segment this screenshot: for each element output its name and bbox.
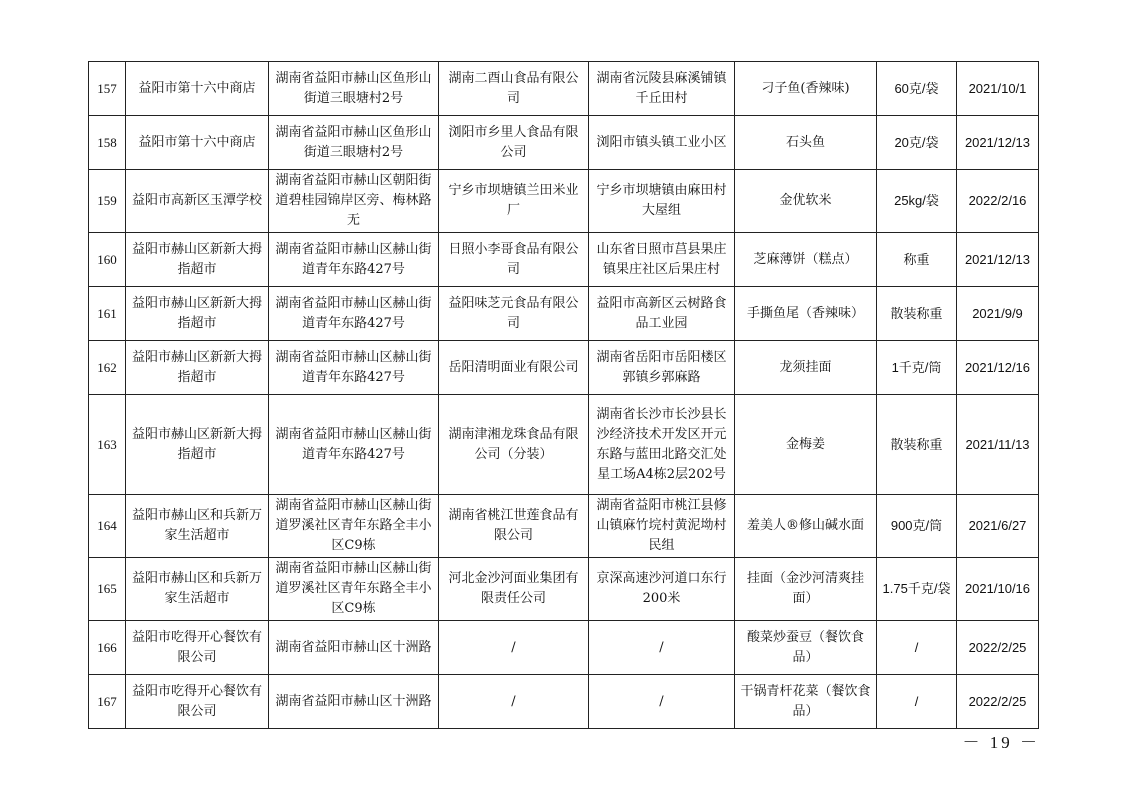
production-date: 2021/12/13: [957, 116, 1039, 170]
row-number: 162: [89, 341, 126, 395]
manufacturer-name: 岳阳清明面业有限公司: [439, 341, 589, 395]
product-name: 挂面（金沙河清爽挂面）: [735, 558, 877, 621]
manufacturer-name: 湖南二酉山食品有限公司: [439, 62, 589, 116]
row-number: 160: [89, 233, 126, 287]
product-name: 龙须挂面: [735, 341, 877, 395]
table-row: [89, 495, 1039, 558]
table-row: [89, 558, 1039, 621]
seller-name: 益阳市赫山区新新大拇指超市: [126, 233, 269, 287]
seller-name: 益阳市第十六中商店: [126, 116, 269, 170]
product-name: 手撕鱼尾（香辣味）: [735, 287, 877, 341]
product-spec: /: [877, 675, 957, 729]
manufacturer-name: 湖南津湘龙珠食品有限公司（分装）: [439, 395, 589, 495]
table-row: [89, 287, 1039, 341]
row-number: 166: [89, 621, 126, 675]
manufacturer-name: 日照小李哥食品有限公司: [439, 233, 589, 287]
product-spec: /: [877, 621, 957, 675]
seller-name: 益阳市高新区玉潭学校: [126, 170, 269, 233]
manufacturer-address: 益阳市高新区云树路食品工业园: [589, 287, 735, 341]
seller-name: 益阳市赫山区和兵新万家生活超市: [126, 495, 269, 558]
row-number: 163: [89, 395, 126, 495]
manufacturer-name: 河北金沙河面业集团有限责任公司: [439, 558, 589, 621]
row-number: 164: [89, 495, 126, 558]
seller-name: 益阳市赫山区新新大拇指超市: [126, 395, 269, 495]
manufacturer-address: 山东省日照市莒县果庄镇果庄社区后果庄村: [589, 233, 735, 287]
seller-address: 湖南省益阳市赫山区朝阳街道碧桂园锦岸区旁、梅林路无: [269, 170, 439, 233]
product-spec: 散装称重: [877, 287, 957, 341]
manufacturer-address: 湖南省岳阳市岳阳楼区郭镇乡郭麻路: [589, 341, 735, 395]
manufacturer-name: 益阳味芝元食品有限公司: [439, 287, 589, 341]
row-number: 161: [89, 287, 126, 341]
row-number: 157: [89, 62, 126, 116]
table-row: [89, 341, 1039, 395]
table-row: [89, 170, 1039, 233]
product-name: 金梅姜: [735, 395, 877, 495]
seller-address: 湖南省益阳市赫山区赫山街道青年东路427号: [269, 233, 439, 287]
product-name: 金优软米: [735, 170, 877, 233]
seller-address: 湖南省益阳市赫山区赫山街道罗溪社区青年东路全丰小区C9栋: [269, 495, 439, 558]
table-row: [89, 233, 1039, 287]
seller-address: 湖南省益阳市赫山区十洲路: [269, 621, 439, 675]
product-name: 刁子鱼(香辣味): [735, 62, 877, 116]
food-sampling-table: [88, 61, 1039, 729]
product-name: 芝麻薄饼（糕点）: [735, 233, 877, 287]
production-date: 2021/11/13: [957, 395, 1039, 495]
production-date: 2022/2/25: [957, 621, 1039, 675]
manufacturer-name: 宁乡市坝塘镇兰田米业厂: [439, 170, 589, 233]
production-date: 2021/10/1: [957, 62, 1039, 116]
table-row: [89, 116, 1039, 170]
seller-address: 湖南省益阳市赫山区赫山街道青年东路427号: [269, 395, 439, 495]
manufacturer-name: /: [439, 621, 589, 675]
manufacturer-address: /: [589, 621, 735, 675]
product-name: 干锅青杆花菜（餐饮食品）: [735, 675, 877, 729]
table-row: [89, 395, 1039, 495]
page-number: － 19 －: [962, 733, 1040, 752]
seller-address: 湖南省益阳市赫山区赫山街道罗溪社区青年东路全丰小区C9栋: [269, 558, 439, 621]
manufacturer-address: 湖南省沅陵县麻溪铺镇千丘田村: [589, 62, 735, 116]
manufacturer-address: 宁乡市坝塘镇由麻田村大屋组: [589, 170, 735, 233]
seller-address: 湖南省益阳市赫山区鱼形山街道三眼塘村2号: [269, 116, 439, 170]
product-spec: 25kg/袋: [877, 170, 957, 233]
production-date: 2021/12/13: [957, 233, 1039, 287]
product-name: 酸菜炒蚕豆（餐饮食品）: [735, 621, 877, 675]
seller-name: 益阳市赫山区新新大拇指超市: [126, 341, 269, 395]
manufacturer-address: /: [589, 675, 735, 729]
production-date: 2022/2/25: [957, 675, 1039, 729]
manufacturer-address: 湖南省益阳市桃江县修山镇麻竹垸村黄泥坳村民组: [589, 495, 735, 558]
row-number: 165: [89, 558, 126, 621]
row-number: 167: [89, 675, 126, 729]
product-name: 羞美人®修山碱水面: [735, 495, 877, 558]
seller-name: 益阳市吃得开心餐饮有限公司: [126, 621, 269, 675]
manufacturer-address: 京深高速沙河道口东行200米: [589, 558, 735, 621]
production-date: 2021/9/9: [957, 287, 1039, 341]
row-number: 159: [89, 170, 126, 233]
manufacturer-name: 浏阳市乡里人食品有限公司: [439, 116, 589, 170]
product-spec: 1.75千克/袋: [877, 558, 957, 621]
product-spec: 称重: [877, 233, 957, 287]
row-number: 158: [89, 116, 126, 170]
production-date: 2022/2/16: [957, 170, 1039, 233]
table-body: [89, 62, 1039, 729]
seller-name: 益阳市吃得开心餐饮有限公司: [126, 675, 269, 729]
product-spec: 20克/袋: [877, 116, 957, 170]
manufacturer-name: /: [439, 675, 589, 729]
seller-name: 益阳市赫山区新新大拇指超市: [126, 287, 269, 341]
production-date: 2021/10/16: [957, 558, 1039, 621]
seller-address: 湖南省益阳市赫山区鱼形山街道三眼塘村2号: [269, 62, 439, 116]
seller-address: 湖南省益阳市赫山区十洲路: [269, 675, 439, 729]
production-date: 2021/6/27: [957, 495, 1039, 558]
seller-name: 益阳市赫山区和兵新万家生活超市: [126, 558, 269, 621]
table-row: [89, 62, 1039, 116]
manufacturer-address: 浏阳市镇头镇工业小区: [589, 116, 735, 170]
seller-name: 益阳市第十六中商店: [126, 62, 269, 116]
product-spec: 散装称重: [877, 395, 957, 495]
product-name: 石头鱼: [735, 116, 877, 170]
seller-address: 湖南省益阳市赫山区赫山街道青年东路427号: [269, 287, 439, 341]
seller-address: 湖南省益阳市赫山区赫山街道青年东路427号: [269, 341, 439, 395]
production-date: 2021/12/16: [957, 341, 1039, 395]
product-spec: 1千克/筒: [877, 341, 957, 395]
product-spec: 900克/筒: [877, 495, 957, 558]
product-spec: 60克/袋: [877, 62, 957, 116]
manufacturer-address: 湖南省长沙市长沙县长沙经济技术开发区开元东路与蓝田北路交汇处星工场A4栋2层202号: [589, 395, 735, 495]
table-row: [89, 675, 1039, 729]
manufacturer-name: 湖南省桃江世莲食品有限公司: [439, 495, 589, 558]
table-row: [89, 621, 1039, 675]
